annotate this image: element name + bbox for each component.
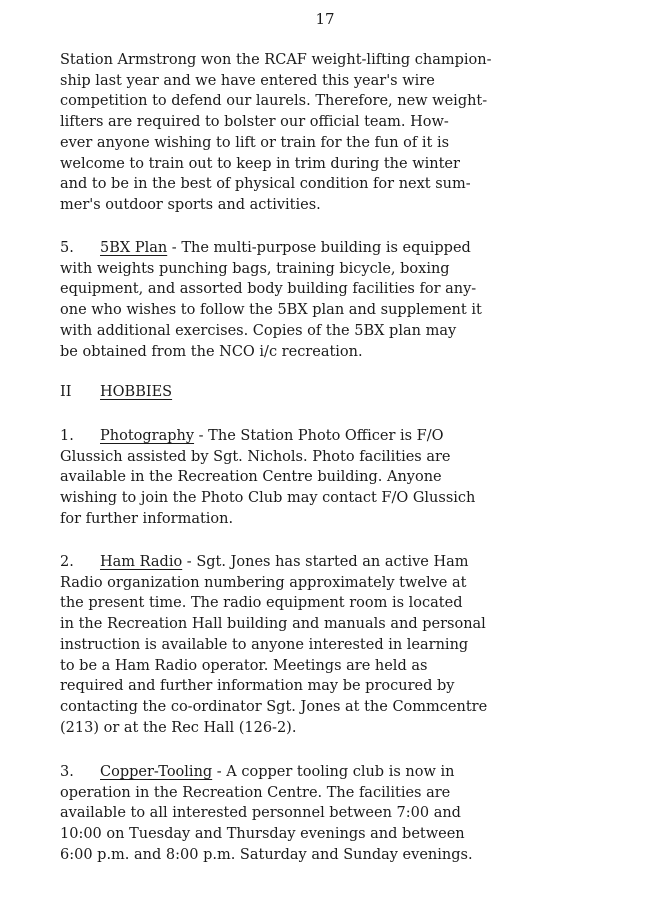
paragraph-line: wishing to join the Photo Club may contact F/O Glussich: [60, 490, 476, 507]
paragraph-line: 10:00 on Tuesday and Thursday evenings and between: [60, 826, 465, 843]
paragraph-line: with additional exercises. Copies of the 5BX plan may: [60, 322, 457, 339]
paragraph-line: to be a Ham Radio operator. Meetings are held as: [60, 657, 428, 674]
paragraph-line: Glussich assisted by Sgt. Nichols. Photo facilities are: [60, 448, 451, 465]
paragraph-line: welcome to train out to keep in trim during the winter: [60, 155, 460, 172]
paragraph-line: and to be in the best of physical condition for next sum-: [60, 176, 471, 193]
paragraph-line: 6:00 p.m. and 8:00 p.m. Saturday and Sunday evenings.: [60, 846, 473, 863]
paragraph-line: Radio organization numbering approximately twelve at: [60, 574, 467, 591]
paragraph-line: ship last year and we have entered this year's wire: [60, 72, 435, 89]
paragraph-line: instruction is available to anyone interested in learning: [60, 636, 469, 653]
paragraph-line: operation in the Recreation Centre. The facilities are: [60, 784, 451, 801]
paragraph-line: lifters are required to bolster our official team. How-: [60, 114, 449, 131]
paragraph-line: be obtained from the NCO i/c recreation.: [60, 343, 363, 360]
item-first-line: [60, 762, 620, 783]
paragraph-line: mer's outdoor sports and activities.: [60, 196, 321, 213]
paragraph-line: available to all interested personnel between 7:00 and: [60, 805, 461, 822]
item-number: 3.: [60, 764, 74, 780]
item-title: Ham Radio: [100, 554, 183, 570]
item-title: Copper-Tooling: [100, 764, 213, 780]
item-first-line: [60, 238, 620, 259]
item-title: Photography: [100, 428, 195, 444]
paragraph-line: ever anyone wishing to lift or train for the fun of it is: [60, 134, 450, 151]
item-number: 2.: [60, 554, 74, 570]
paragraph-line: (213) or at the Rec Hall (126-2).: [60, 719, 297, 736]
item-ham-radio: [60, 552, 620, 738]
paragraph-line: Station Armstrong won the RCAF weight-lifting champion-: [60, 52, 492, 68]
section-roman-numeral: II: [60, 384, 72, 400]
paragraph-line: competition to defend our laurels. Therefore, new weight-: [60, 93, 488, 110]
paragraph-line: equipment, and assorted body building facilities for any-: [60, 281, 477, 298]
item-first-line: [60, 426, 620, 447]
item-first-line-text: - The Station Photo Officer is F/O: [194, 428, 444, 444]
paragraph-line: in the Recreation Hall building and manuals and personal: [60, 616, 486, 633]
item-first-line: [60, 552, 620, 573]
paragraph-line: one who wishes to follow the 5BX plan and supplement it: [60, 302, 482, 319]
section-heading: [60, 384, 172, 400]
paragraph-line: for further information.: [60, 510, 234, 527]
item-number: 5.: [60, 240, 74, 256]
paragraph-line: available in the Recreation Centre building. Anyone: [60, 469, 442, 486]
item-5bx-plan: [60, 238, 620, 362]
page-number: 17: [315, 10, 335, 28]
paragraph-line: with weights punching bags, training bicycle, boxing: [60, 260, 450, 277]
paragraph-line: required and further information may be procured by: [60, 678, 455, 695]
item-number: 1.: [60, 428, 74, 444]
section-title: HOBBIES: [100, 384, 173, 400]
intro-paragraph: [60, 50, 620, 216]
paragraph-line: contacting the co-ordinator Sgt. Jones at the Commcentre: [60, 698, 488, 715]
item-photography: [60, 426, 620, 530]
item-first-line-text: - A copper tooling club is now in: [212, 764, 455, 780]
item-first-line-text: - The multi-purpose building is equipped: [167, 240, 471, 256]
item-first-line-text: - Sgt. Jones has started an active Ham: [182, 554, 469, 570]
item-copper-tooling: [60, 762, 620, 866]
item-title: 5BX Plan: [100, 240, 168, 256]
paragraph-line: the present time. The radio equipment room is located: [60, 595, 463, 612]
